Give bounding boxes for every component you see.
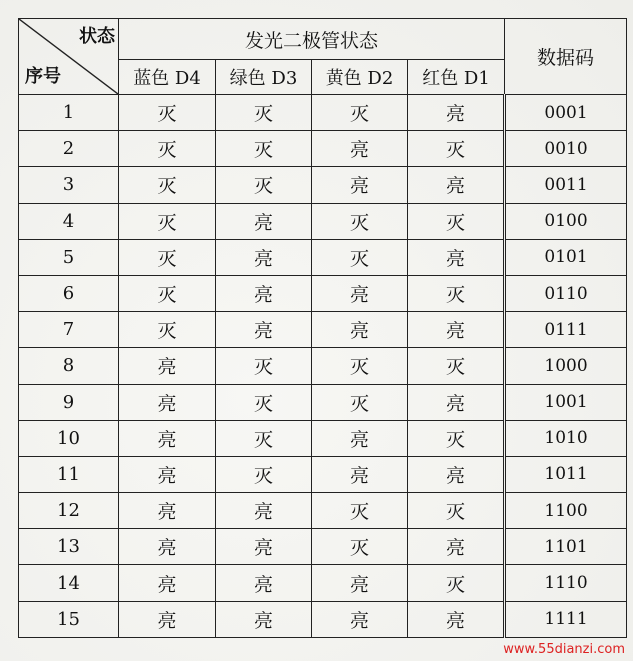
blue-d4-state: 亮 xyxy=(119,384,216,420)
row-index: 3 xyxy=(19,167,119,203)
yellow-d2-state: 灭 xyxy=(312,95,408,131)
green-d3-state: 灭 xyxy=(216,420,312,456)
red-d1-state: 灭 xyxy=(408,275,505,311)
blue-d4-state: 亮 xyxy=(119,493,216,529)
row-index: 5 xyxy=(19,239,119,275)
row-index: 11 xyxy=(19,456,119,492)
data-code: 1000 xyxy=(505,348,627,384)
green-d3-state: 灭 xyxy=(216,167,312,203)
blue-d4-state: 亮 xyxy=(119,565,216,601)
green-d3-state: 亮 xyxy=(216,203,312,239)
red-d1-state: 灭 xyxy=(408,420,505,456)
yellow-d2-state: 灭 xyxy=(312,348,408,384)
row-index: 1 xyxy=(19,95,119,131)
yellow-d2-state: 亮 xyxy=(312,456,408,492)
green-d3-state: 亮 xyxy=(216,312,312,348)
data-code: 1111 xyxy=(505,601,627,637)
led-state-table xyxy=(18,18,627,638)
green-d3-state: 亮 xyxy=(216,275,312,311)
green-d3-state: 灭 xyxy=(216,95,312,131)
data-code: 0010 xyxy=(505,131,627,167)
data-code: 1110 xyxy=(505,565,627,601)
table-row xyxy=(19,131,627,167)
row-index: 4 xyxy=(19,203,119,239)
row-index: 12 xyxy=(19,493,119,529)
table-row xyxy=(19,565,627,601)
blue-d4-state: 灭 xyxy=(119,131,216,167)
yellow-d2-state: 亮 xyxy=(312,312,408,348)
red-d1-state: 亮 xyxy=(408,456,505,492)
blue-d4-state: 亮 xyxy=(119,529,216,565)
site-watermark: www.55dianzi.com xyxy=(503,642,625,657)
table-row xyxy=(19,275,627,311)
corner-header-cell xyxy=(19,19,119,95)
column-header-red-d1: 红色 D1 xyxy=(408,60,505,95)
row-index: 13 xyxy=(19,529,119,565)
row-index: 7 xyxy=(19,312,119,348)
yellow-d2-state: 亮 xyxy=(312,275,408,311)
green-d3-state: 亮 xyxy=(216,601,312,637)
data-code: 1101 xyxy=(505,529,627,565)
table-row xyxy=(19,384,627,420)
table-row xyxy=(19,529,627,565)
table-row xyxy=(19,456,627,492)
red-d1-state: 亮 xyxy=(408,384,505,420)
blue-d4-state: 灭 xyxy=(119,203,216,239)
row-index: 10 xyxy=(19,420,119,456)
blue-d4-state: 亮 xyxy=(119,420,216,456)
data-code-header: 数据码 xyxy=(505,19,627,95)
yellow-d2-state: 灭 xyxy=(312,529,408,565)
red-d1-state: 亮 xyxy=(408,167,505,203)
table-row xyxy=(19,167,627,203)
table-row xyxy=(19,312,627,348)
blue-d4-state: 亮 xyxy=(119,601,216,637)
blue-d4-state: 亮 xyxy=(119,456,216,492)
data-code: 0011 xyxy=(505,167,627,203)
red-d1-state: 灭 xyxy=(408,493,505,529)
table-row xyxy=(19,420,627,456)
red-d1-state: 亮 xyxy=(408,312,505,348)
row-index: 9 xyxy=(19,384,119,420)
led-state-group-header: 发光二极管状态 xyxy=(119,19,505,60)
yellow-d2-state: 灭 xyxy=(312,203,408,239)
row-index: 14 xyxy=(19,565,119,601)
yellow-d2-state: 亮 xyxy=(312,601,408,637)
data-code: 1010 xyxy=(505,420,627,456)
blue-d4-state: 灭 xyxy=(119,312,216,348)
green-d3-state: 亮 xyxy=(216,493,312,529)
column-header-blue-d4: 蓝色 D4 xyxy=(119,60,216,95)
table-body xyxy=(19,95,627,638)
corner-label-index: 序号 xyxy=(25,66,61,87)
data-code: 1001 xyxy=(505,384,627,420)
table-row xyxy=(19,95,627,131)
red-d1-state: 灭 xyxy=(408,131,505,167)
green-d3-state: 亮 xyxy=(216,565,312,601)
yellow-d2-state: 亮 xyxy=(312,131,408,167)
yellow-d2-state: 灭 xyxy=(312,239,408,275)
red-d1-state: 灭 xyxy=(408,348,505,384)
data-code: 1100 xyxy=(505,493,627,529)
row-index: 8 xyxy=(19,348,119,384)
table-row xyxy=(19,601,627,637)
data-code: 0111 xyxy=(505,312,627,348)
green-d3-state: 灭 xyxy=(216,384,312,420)
data-code: 0100 xyxy=(505,203,627,239)
column-header-yellow-d2: 黄色 D2 xyxy=(312,60,408,95)
red-d1-state: 亮 xyxy=(408,239,505,275)
blue-d4-state: 灭 xyxy=(119,275,216,311)
data-code: 0110 xyxy=(505,275,627,311)
red-d1-state: 亮 xyxy=(408,529,505,565)
data-code: 1011 xyxy=(505,456,627,492)
yellow-d2-state: 亮 xyxy=(312,565,408,601)
data-code: 0101 xyxy=(505,239,627,275)
blue-d4-state: 灭 xyxy=(119,95,216,131)
red-d1-state: 亮 xyxy=(408,95,505,131)
row-index: 2 xyxy=(19,131,119,167)
table-row xyxy=(19,203,627,239)
red-d1-state: 亮 xyxy=(408,601,505,637)
red-d1-state: 灭 xyxy=(408,565,505,601)
yellow-d2-state: 亮 xyxy=(312,167,408,203)
yellow-d2-state: 灭 xyxy=(312,384,408,420)
green-d3-state: 灭 xyxy=(216,456,312,492)
green-d3-state: 亮 xyxy=(216,529,312,565)
table-row xyxy=(19,239,627,275)
column-header-green-d3: 绿色 D3 xyxy=(216,60,312,95)
corner-label-state: 状态 xyxy=(79,26,115,47)
green-d3-state: 灭 xyxy=(216,131,312,167)
green-d3-state: 亮 xyxy=(216,239,312,275)
row-index: 15 xyxy=(19,601,119,637)
green-d3-state: 灭 xyxy=(216,348,312,384)
blue-d4-state: 灭 xyxy=(119,239,216,275)
yellow-d2-state: 灭 xyxy=(312,493,408,529)
data-code: 0001 xyxy=(505,95,627,131)
blue-d4-state: 灭 xyxy=(119,167,216,203)
blue-d4-state: 亮 xyxy=(119,348,216,384)
yellow-d2-state: 亮 xyxy=(312,420,408,456)
table-row xyxy=(19,348,627,384)
row-index: 6 xyxy=(19,275,119,311)
red-d1-state: 灭 xyxy=(408,203,505,239)
table-row xyxy=(19,493,627,529)
